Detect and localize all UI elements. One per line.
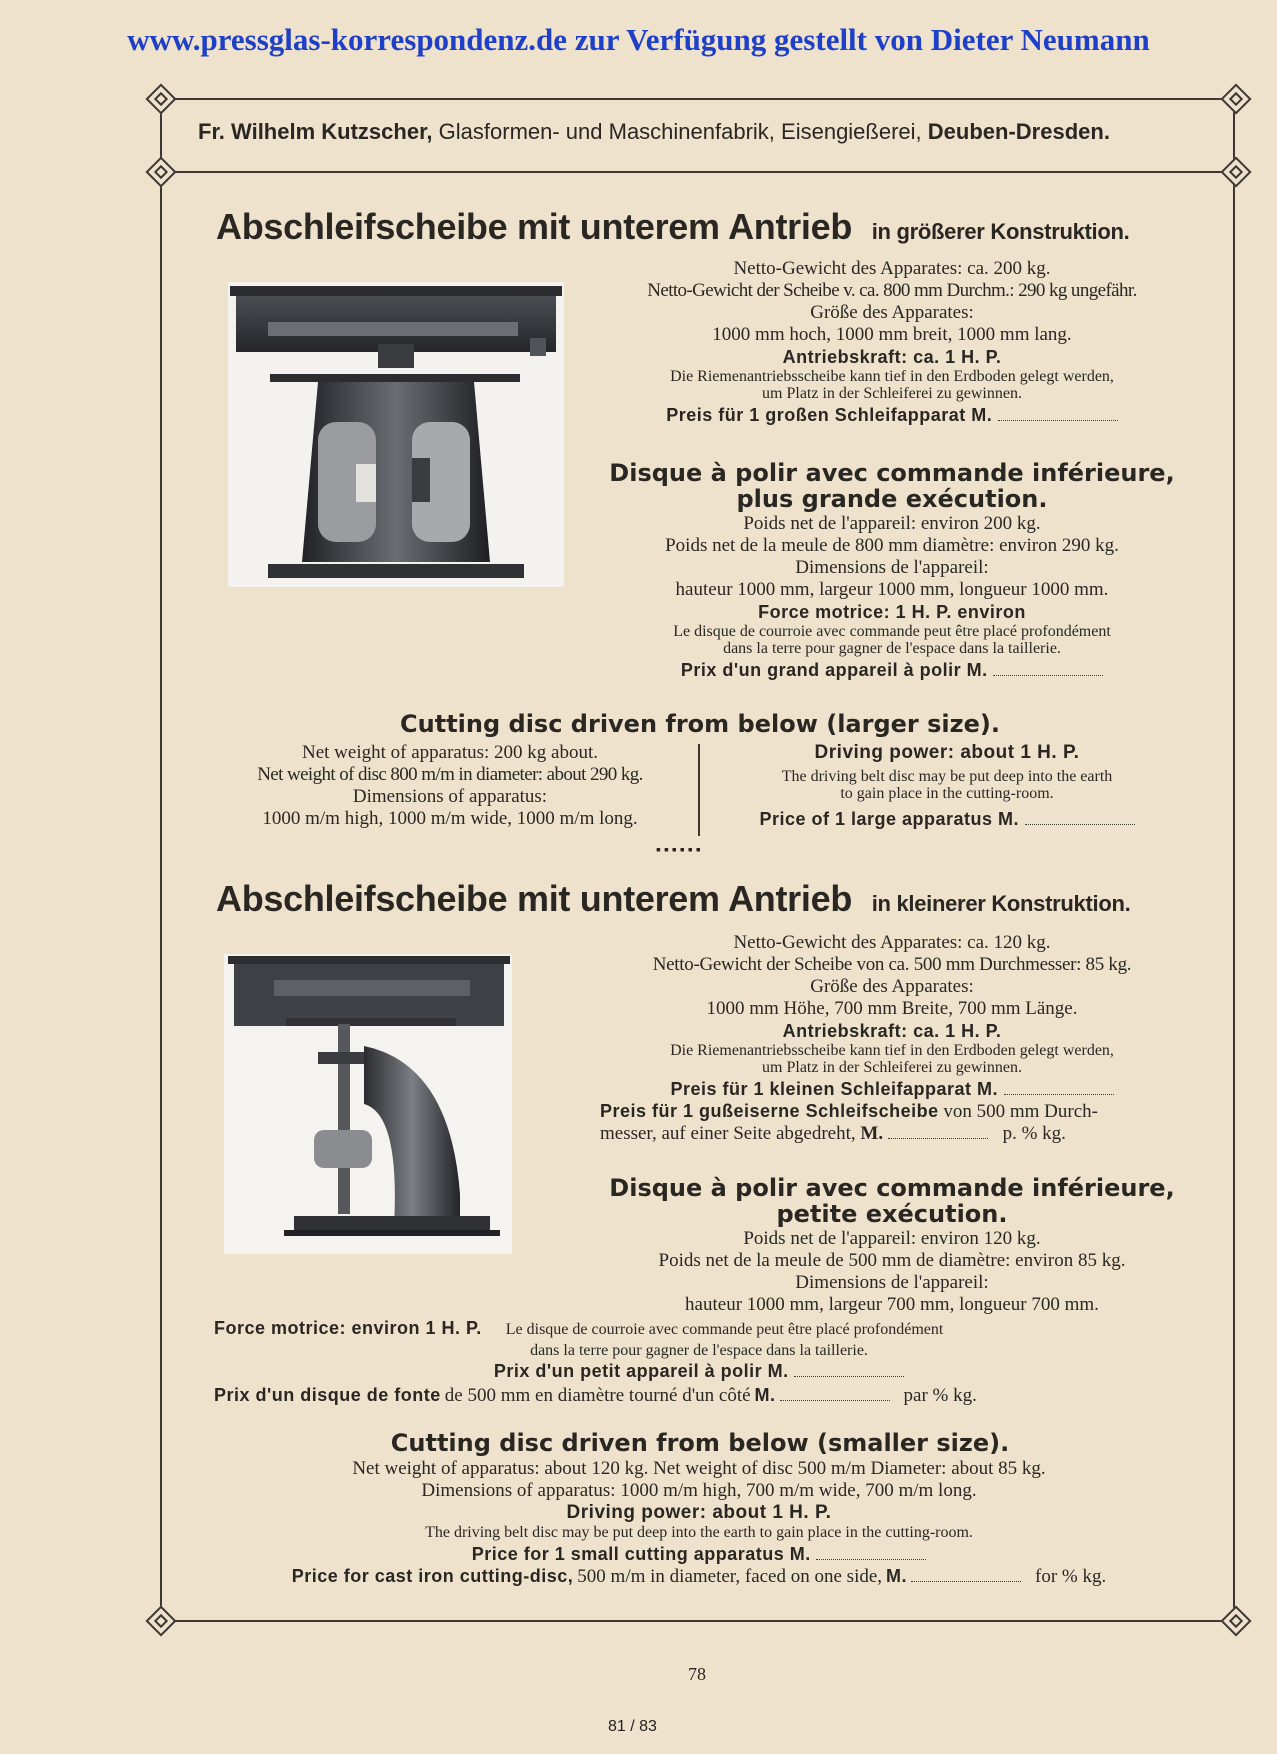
section1-de-title-suffix: in größerer Konstruktion. bbox=[871, 219, 1130, 244]
section2-en-text bbox=[214, 1458, 1184, 1588]
note-line: Die Riemenantriebsscheibe kann tief in den Erdboden gelegt werden, bbox=[670, 368, 1114, 385]
large-polishing-machine-image bbox=[228, 282, 564, 587]
page-number: 78 bbox=[688, 1664, 706, 1684]
text-line: 1000 mm hoch, 1000 mm breit, 1000 mm lang. bbox=[712, 324, 1072, 345]
power-label: Driving power: about 1 H. P. bbox=[814, 742, 1080, 763]
column-divider bbox=[698, 744, 700, 836]
corner-ornament-icon bbox=[145, 156, 176, 187]
text-line: Netto-Gewicht des Apparates: ca. 200 kg. bbox=[733, 258, 1051, 279]
text-line: 1000 m/m high, 1000 m/m wide, 1000 m/m long. bbox=[262, 808, 638, 829]
company-city: Deuben-Dresden. bbox=[927, 119, 1110, 144]
power-label: Driving power: about 1 H. P. bbox=[566, 1502, 832, 1523]
power-label: Antriebskraft: ca. 1 H. P. bbox=[782, 1021, 1002, 1041]
price-blank bbox=[816, 1547, 926, 1560]
text-line: hauteur 1000 mm, largeur 700 mm, longueur 700 mm. bbox=[685, 1294, 1099, 1315]
text-line: 1000 mm Höhe, 700 mm Breite, 700 mm Länge. bbox=[706, 998, 1078, 1019]
text-line: Poids net de l'appareil: environ 200 kg. bbox=[743, 513, 1041, 534]
price-blank bbox=[998, 408, 1118, 421]
frame-top-line bbox=[160, 98, 1235, 100]
price-line: messer, auf einer Seite abgedreht, M. p. % kg. bbox=[600, 1123, 1066, 1144]
section2-fr-title: Disque à polir avec commande inférieure, petite exécution. bbox=[609, 1174, 1175, 1228]
note-line: The driving belt disc may be put deep into the earth bbox=[781, 768, 1113, 785]
text-line: Poids net de la meule de 800 mm diamètre: environ 290 kg. bbox=[665, 535, 1119, 556]
price-line: Price of 1 large apparatus M. bbox=[710, 808, 1184, 830]
note-line: to gain place in the cutting-room. bbox=[840, 785, 1054, 802]
section-separator: ▪▪▪▪▪▪ bbox=[656, 843, 704, 858]
power-label: Force motrice: environ 1 H. P. bbox=[214, 1318, 482, 1338]
section1-de-text bbox=[600, 258, 1184, 426]
price-line: Prix d'un disque de fonte de 500 mm en diamètre tourné d'un côté M. par % kg. bbox=[214, 1385, 977, 1406]
note-line: um Platz in der Schleiferei zu gewinnen. bbox=[762, 1059, 1022, 1076]
note-line: dans la terre pour gagner de l'espace dans la taillerie. bbox=[723, 640, 1061, 657]
letterhead bbox=[198, 119, 1110, 145]
price-blank bbox=[1004, 1082, 1114, 1095]
frame-bottom-line bbox=[160, 1620, 1235, 1622]
power-label: Force motrice: 1 H. P. environ bbox=[758, 602, 1026, 622]
text-line: hauteur 1000 mm, largeur 1000 mm, longueur 1000 mm. bbox=[675, 579, 1109, 600]
text-line: Poids net de l'appareil: environ 120 kg. bbox=[743, 1228, 1041, 1249]
power-label: Antriebskraft: ca. 1 H. P. bbox=[782, 347, 1002, 367]
note-line: dans la terre pour gagner de l'espace dans la taillerie. bbox=[530, 1342, 868, 1359]
text-line: Dimensions of apparatus: 1000 m/m high, 700 m/m wide, 700 m/m long. bbox=[421, 1480, 977, 1501]
price-blank bbox=[911, 1569, 1021, 1582]
section1-de-title: Abschleifscheibe mit unterem Antrieb in größerer Konstruktion. bbox=[216, 206, 1130, 247]
price-line: Preis für 1 kleinen Schleifapparat M. bbox=[600, 1078, 1184, 1100]
price-line: Price for 1 small cutting apparatus M. bbox=[214, 1543, 1184, 1565]
section1-en-left bbox=[210, 742, 690, 830]
price-blank bbox=[794, 1364, 904, 1377]
price-line: Prix d'un grand appareil à polir M. bbox=[600, 659, 1184, 681]
section1-en-right bbox=[710, 742, 1184, 830]
note-line: Le disque de courroie avec commande peut être placé profondément bbox=[673, 623, 1111, 640]
section2-fr-power-row bbox=[214, 1317, 1184, 1339]
corner-ornament-icon bbox=[1220, 83, 1251, 114]
section1-fr-text bbox=[600, 513, 1184, 681]
text-line: Dimensions de l'appareil: bbox=[795, 1272, 989, 1293]
section1-fr-title: Disque à polir avec commande inférieure, plus grande exécution. bbox=[609, 459, 1175, 513]
text-line: Net weight of disc 800 m/m in diameter: about 290 kg. bbox=[257, 764, 643, 785]
section2-de-title: Abschleifscheibe mit unterem Antrieb in kleinerer Konstruktion. bbox=[216, 878, 1131, 919]
pdf-page-indicator: 81 / 83 bbox=[608, 1718, 657, 1735]
section2-fr-text bbox=[600, 1228, 1184, 1316]
note-line: Le disque de courroie avec commande peut être placé profondément bbox=[505, 1321, 944, 1338]
note-line: The driving belt disc may be put deep into the earth to gain place in the cutting-room. bbox=[425, 1524, 973, 1541]
frame-header-line bbox=[160, 171, 1235, 173]
corner-ornament-icon bbox=[145, 83, 176, 114]
text-line: Netto-Gewicht des Apparates: ca. 120 kg. bbox=[733, 932, 1051, 953]
text-line: Größe des Apparates: bbox=[810, 976, 974, 997]
price-line: Prix d'un petit appareil à polir M. bbox=[214, 1360, 1184, 1382]
text-line: Dimensions de l'appareil: bbox=[795, 557, 989, 578]
text-line: Dimensions of apparatus: bbox=[352, 786, 548, 807]
price-blank bbox=[993, 663, 1103, 676]
price-blank bbox=[1025, 812, 1135, 825]
company-trade: Glasformen- und Maschinenfabrik, Eisengießerei, bbox=[438, 119, 922, 144]
text-line: Net weight of apparatus: about 120 kg. Net weight of disc 500 m/m Diameter: about 85 kg. bbox=[352, 1458, 1046, 1479]
price-line: Price for cast iron cutting-disc, 500 m/m in diameter, faced on one side, M. for % kg. bbox=[291, 1566, 1107, 1587]
corner-ornament-icon bbox=[1220, 1605, 1251, 1636]
section2-en-title: Cutting disc driven from below (smaller size). bbox=[390, 1429, 1010, 1457]
note-line: Die Riemenantriebsscheibe kann tief in den Erdboden gelegt werden, bbox=[670, 1042, 1114, 1059]
section1-en-title: Cutting disc driven from below (larger size). bbox=[400, 710, 1000, 738]
text-line: Poids net de la meule de 500 mm de diamètre: environ 85 kg. bbox=[658, 1250, 1126, 1271]
text-line: Net weight of apparatus: 200 kg about. bbox=[301, 742, 598, 763]
text-line: Größe des Apparates: bbox=[810, 302, 974, 323]
section2-de-text bbox=[600, 932, 1184, 1145]
price-blank bbox=[780, 1388, 890, 1401]
frame-left-line bbox=[160, 98, 162, 1620]
text-line: Netto-Gewicht der Scheibe v. ca. 800 mm Durchm.: 290 kg ungefähr. bbox=[647, 280, 1137, 301]
price-blank bbox=[888, 1126, 988, 1139]
section2-de-title-suffix: in kleinerer Konstruktion. bbox=[871, 891, 1131, 916]
corner-ornament-icon bbox=[1220, 156, 1251, 187]
note-line: um Platz in der Schleiferei zu gewinnen. bbox=[762, 385, 1022, 402]
frame-right-line bbox=[1233, 98, 1235, 1620]
company-name: Fr. Wilhelm Kutzscher, bbox=[198, 119, 433, 144]
text-line: Netto-Gewicht der Scheibe von ca. 500 mm Durchmesser: 85 kg. bbox=[652, 954, 1132, 975]
small-polishing-machine-image bbox=[224, 954, 512, 1254]
price-line: Preis für 1 gußeiserne Schleifscheibe von 500 mm Durch- bbox=[600, 1101, 1098, 1122]
watermark-text[interactable]: www.pressglas-korrespondenz.de zur Verfügung gestellt von Dieter Neumann bbox=[127, 22, 1150, 57]
price-line: Preis für 1 großen Schleifapparat M. bbox=[600, 404, 1184, 426]
corner-ornament-icon bbox=[145, 1605, 176, 1636]
